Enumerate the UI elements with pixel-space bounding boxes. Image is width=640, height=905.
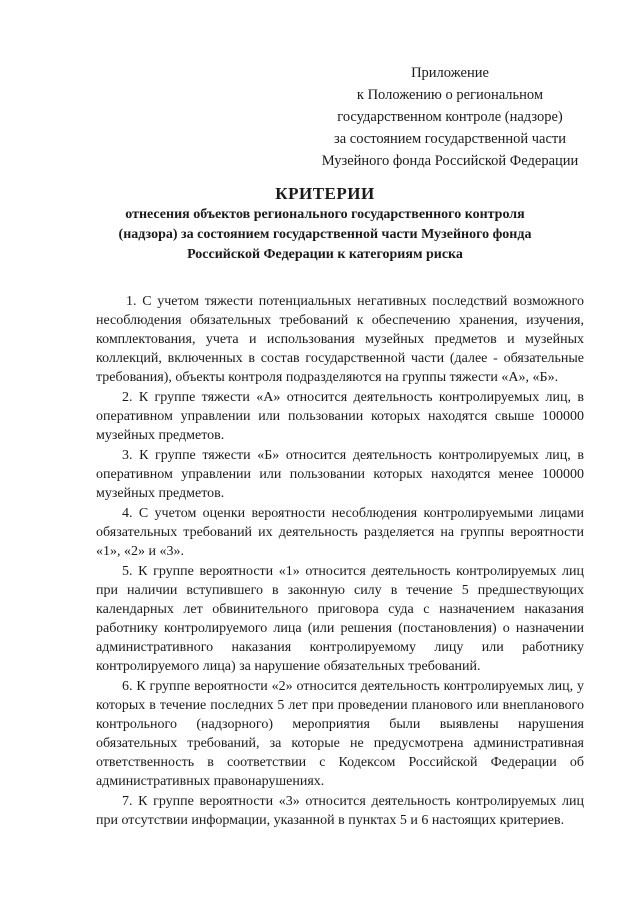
subtitle-line: Российской Федерации к категориям риска [187,247,463,262]
document-title [95,183,555,265]
paragraph-5: 5. К группе вероятности «1» относится деятельность контролируемых лиц при наличии вступившего в законную силу в течение 5 предшествующих календарных лет обвинительного приговора суда с назначением наказания работнику контролируемого лица (или решения (постановления) о назначении административного наказания контролируемому лицу или работнику контролируемого лица) за нарушение обязательных требований. [96,564,584,674]
paragraph-7: 7. К группе вероятности «3» относится деятельность контролируемых лиц при отсутствии информации, указанной в пунктах 5 и 6 настоящих критериев. [96,794,584,828]
appendix-line: государственном контроле (надзоре) [337,109,563,125]
subtitle-line: отнесения объектов регионального государственного контроля [125,207,525,222]
paragraph-3: 3. К группе тяжести «Б» относится деятельность контролируемых лиц, в оперативном управлении или пользовании которых находятся менее 100000 музейных предметов. [96,448,584,501]
title-subtitle [95,205,555,265]
appendix-line: Приложение [411,65,489,81]
title-heading: КРИТЕРИИ [275,184,375,203]
appendix-line: к Положению о региональном [356,87,544,103]
paragraph-1: 1. С учетом тяжести потенциальных негативных последствий возможного несоблюдения обязательных требований к обеспечению хранения, изучения, комплектования, учета и использования музейных предметов и музейных коллекций, включенных в состав государственной части (далее - обязательные требования), объекты контроля подразделяются на группы тяжести «А», «Б». [96,294,584,385]
subtitle-line: (надзора) за состоянием государственной части Музейного фонда [118,227,532,242]
appendix-header [300,62,600,172]
appendix-line: Музейного фонда Российской Федерации [321,153,579,169]
document-body [96,292,584,830]
paragraph-4: 4. С учетом оценки вероятности несоблюдения контролируемыми лицами обязательных требований их деятельность разделяется на группы вероятности «1», «2» и «3». [96,506,584,559]
paragraph-6: 6. К группе вероятности «2» относится деятельность контролируемых лиц, у которых в течение последних 5 лет при проведении планового или внепланового контрольного (надзорного) мероприятия были выявлены нарушения обязательных требований, за которые не предусмотрена административная ответственность в соответствии с Кодексом Российской Федерации об административных правонарушениях. [96,679,584,789]
paragraph-2: 2. К группе тяжести «А» относится деятельность контролируемых лиц, в оперативном управлении или пользовании которых находятся свыше 100000 музейных предметов. [96,390,584,443]
appendix-line: за состоянием государственной части [333,131,567,147]
